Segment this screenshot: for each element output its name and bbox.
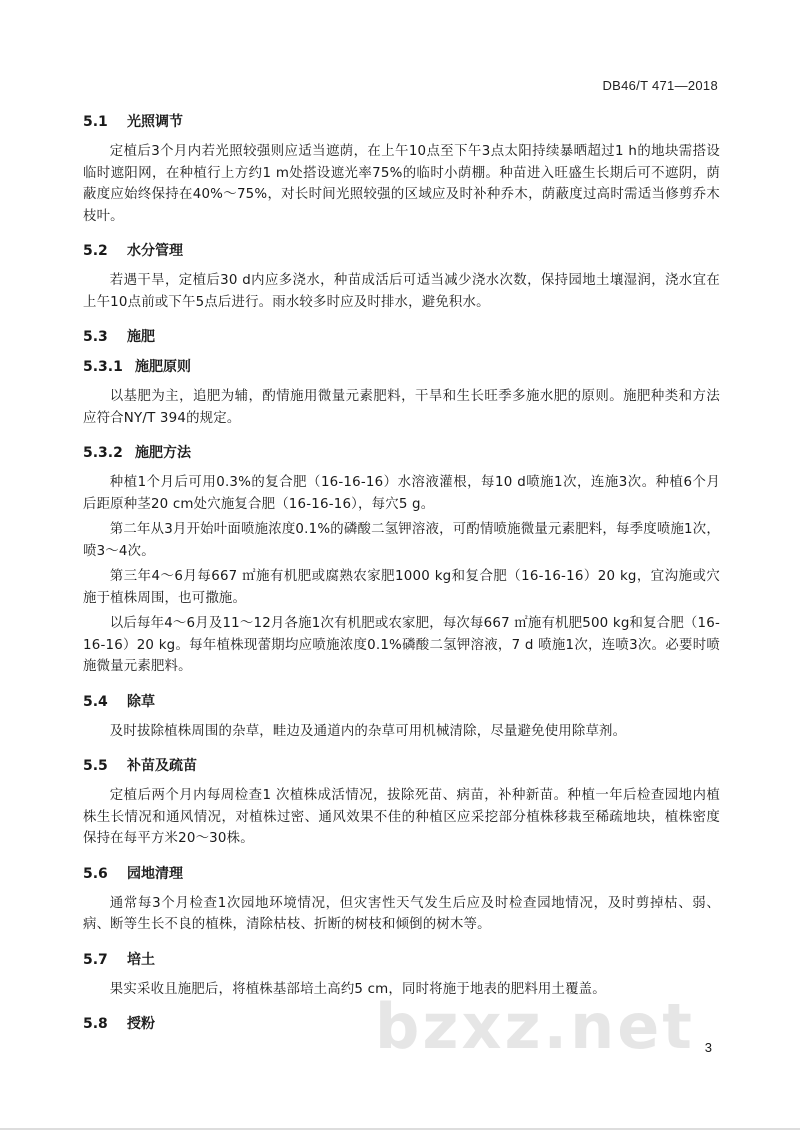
section-title: 除草 [127, 693, 155, 710]
section-title: 光照调节 [127, 114, 183, 130]
section-spacer [83, 317, 720, 326]
section-paragraph: 以基肥为主，追肥为辅，酌情施用微量元素肥料，干旱和生长旺季多施水肥的原则。施肥种类和方法应符合NY/T 394的规定。 [83, 389, 720, 426]
section-heading [83, 356, 720, 378]
section-spacer [83, 940, 720, 949]
section-heading [83, 863, 720, 885]
section-heading [83, 442, 720, 464]
section-number: 5.6 [83, 865, 108, 882]
section-number: 5.1 [83, 114, 108, 130]
section-title: 授粉 [127, 1016, 155, 1032]
section-paragraph: 第三年4～6月每667 ㎡施有机肥或腐熟农家肥1000 kg和复合肥（16-16-16）20 kg，宜沟施或穴施于植株周围，也可撒施。 [83, 569, 720, 606]
bottom-divider [0, 1128, 800, 1130]
section-paragraph: 定植后两个月内每周检查1 次植株成活情况，拔除死苗、病苗，补种新苗。种植一年后检查园地内植株生长情况和通风情况，对植株过密、通风效果不佳的种植区应采挖部分植株移栽至稀疏地块，植株密度保持在每平方米20～30株。 [83, 788, 720, 846]
section-title: 园地清理 [127, 865, 183, 882]
section-number: 5.4 [83, 693, 108, 710]
section-heading [83, 326, 720, 348]
section-heading [83, 755, 720, 777]
section-heading [83, 691, 720, 713]
document-code: DB46/T 471—2018 [602, 78, 718, 93]
section-paragraph: 及时拔除植株周围的杂草，畦边及通道内的杂草可用机械清除，尽量避免使用除草剂。 [109, 723, 627, 739]
section-paragraph: 以后每年4～6月及11～12月各施1次有机肥或农家肥，每次每667 ㎡施有机肥500 kg和复合肥（16-16-16）20 kg。每年植株现蕾期均应喷施浓度0.1%磷酸二氢钾溶液，7 d 喷施1次，连喷3次。必要时喷施微量元素肥料。 [83, 616, 720, 674]
section-title: 施肥方法 [135, 445, 191, 461]
section-spacer [83, 682, 720, 691]
section-paragraph: 通常每3个月检查1次园地环境情况，但灾害性天气发生后应及时检查园地情况，及时剪掉枯、弱、病、断等生长不良的植株，清除枯枝、折断的树枝和倾倒的树木等。 [83, 895, 720, 932]
section-title: 培土 [127, 951, 155, 968]
section-number: 5.7 [83, 951, 108, 968]
section-number: 5.2 [83, 243, 108, 259]
section-number: 5.8 [83, 1016, 108, 1032]
section-paragraph: 第二年从3月开始叶面喷施浓度0.1%的磷酸二氢钾溶液，可酌情喷施微量元素肥料，每季度喷施1次，喷3～4次。 [83, 522, 720, 559]
section-paragraph: 若遇干旱，定植后30 d内应多浇水，种苗成活后可适当减少浇水次数，保持园地土壤湿润，浇水宜在上午10点前或下午5点后进行。雨水较多时应及时排水，避免积水。 [83, 273, 720, 310]
section-spacer [83, 854, 720, 863]
document-body [83, 111, 720, 1043]
section-number: 5.3 [83, 329, 108, 345]
section-number: 5.3.2 [83, 445, 123, 461]
section-title: 施肥原则 [135, 359, 191, 375]
section-heading [83, 949, 720, 971]
section-spacer [83, 231, 720, 240]
section-paragraph: 种植1个月后可用0.3%的复合肥（16-16-16）水溶液灌根，每10 d喷施1次，连施3次。种植6个月后距原种茎20 cm处穴施复合肥（16-16-16），每穴5 g。 [83, 475, 720, 512]
section-title: 补苗及疏苗 [127, 758, 197, 774]
section-heading [83, 111, 720, 133]
section-spacer [83, 746, 720, 755]
section-paragraph: 定植后3个月内若光照较强则应适当遮荫，在上午10点至下午3点太阳持续暴晒超过1 h的地块需搭设临时遮阳网，在种植行上方约1 m处搭设遮光率75%的临时小荫棚。种苗进入旺盛生长期后可不遮阴，荫蔽度应始终保持在40%～75%，对长时间光照较强的区域应及时补种乔木，荫蔽度过高时需适当修剪乔木枝叶。 [83, 144, 720, 224]
section-number: 5.5 [83, 758, 108, 774]
section-paragraph: 果实采收且施肥后，将植株基部培土高约5 cm，同时将施于地表的肥料用土覆盖。 [109, 981, 606, 997]
section-title: 水分管理 [127, 243, 183, 259]
section-title: 施肥 [127, 329, 155, 345]
section-spacer [83, 433, 720, 442]
section-heading [83, 240, 720, 262]
watermark: bzxz.net [375, 990, 695, 1063]
page-number: 3 [704, 1040, 712, 1055]
section-number: 5.3.1 [83, 359, 123, 375]
